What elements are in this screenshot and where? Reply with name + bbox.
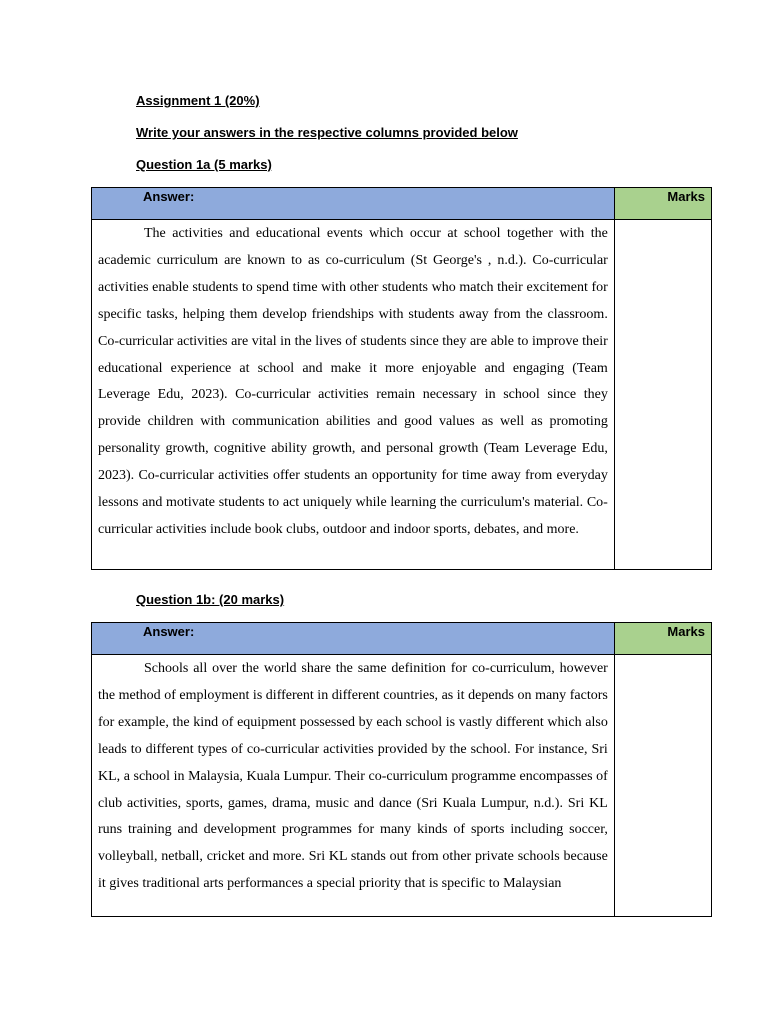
- marks-header: Marks: [614, 623, 711, 655]
- question-1a-table: [91, 187, 712, 570]
- marks-cell[interactable]: [614, 220, 711, 570]
- question-1b-table: [91, 622, 712, 917]
- answer-text[interactable]: Schools all over the world share the same definition for co-curriculum, however the method of employment is different in different countries, as it depends on many factors for example, the kind of equipment possessed by each school is vastly different which also leads to different types of co-curricular activities provided by the school. For instance, Sri KL, a school in Malaysia, Kuala Lumpur. Their co-curriculum programme encompasses of club activities, sports, games, drama, music and dance (Sri Kuala Lumpur, n.d.). Sri KL runs training and development programmes for many kinds of sports including soccer, volleyball, netball, cricket and more. Sri KL stands out from other private schools because it gives traditional arts performances a special priority that is specific to Malaysian: [92, 655, 615, 917]
- assignment-title: Assignment 1 (20%): [136, 93, 260, 108]
- question-1b-body-row: [92, 655, 712, 917]
- marks-cell[interactable]: [614, 655, 711, 917]
- question-1b-header-row: [92, 623, 712, 655]
- answer-header: Answer:: [92, 623, 615, 655]
- marks-header: Marks: [614, 188, 711, 220]
- question-1a-header-row: [92, 188, 712, 220]
- instructions-heading: Write your answers in the respective columns provided below: [136, 125, 518, 140]
- answer-header: Answer:: [92, 188, 615, 220]
- question-1a-heading: Question 1a (5 marks): [136, 157, 272, 172]
- question-1a-body-row: [92, 220, 712, 570]
- question-1b-heading: Question 1b: (20 marks): [136, 592, 285, 607]
- answer-text[interactable]: The activities and educational events which occur at school together with the academic curriculum are known to as co-curriculum (St George's , n.d.). Co-curricular activities enable students to spend time with other students who match their excitement for specific tasks, helping them develop friendships with students away from the classroom. Co-curricular activities are vital in the lives of students since they are able to improve their educational experience at school and make it more enjoyable and engaging (Team Leverage Edu, 2023). Co-curricular activities remain necessary in school since they provide children with communication abilities and good values as well as promoting personality growth, cognitive ability growth, and personal growth (Team Leverage Edu, 2023). Co-curricular activities offer students an opportunity for time away from everyday lessons and motivate students to act uniquely while learning the curriculum's material. Co-curricular activities include book clubs, outdoor and indoor sports, debates, and more.: [92, 220, 615, 570]
